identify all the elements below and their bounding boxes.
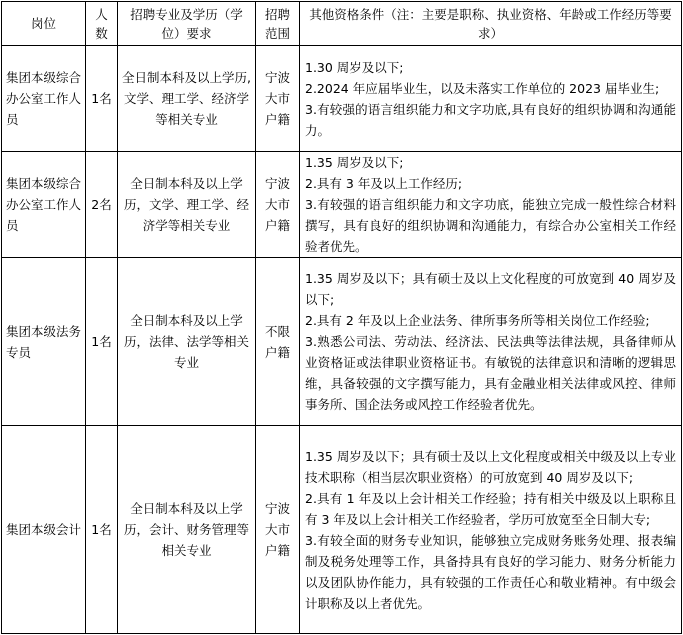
- major-cell: 全日制本科及以上学历，法律、法学等相关专业: [118, 258, 256, 426]
- scope-cell: 宁波大市户籍: [256, 426, 300, 634]
- requirement-line: 2.具有 2 年及以上企业法务、律所事务所等相关岗位工作经验;: [305, 313, 650, 328]
- requirement-line: 1.35 周岁及以下;: [305, 155, 404, 170]
- table-row: [2, 46, 682, 152]
- scope-cell: 宁波大市户籍: [256, 152, 300, 258]
- requirement-line: 3.熟悉公司法、劳动法、经济法、民法典等法律法规，具备律师从业资格证或法律职业资格证书。有敏锐的法律意识和清晰的逻辑思维，具备较强的文字撰写能力，具有金融业相关法律或风控、律师事务所、国企法务或风控工作经验者优先。: [305, 334, 676, 412]
- scope-cell: 宁波大市户籍: [256, 46, 300, 152]
- count-cell: 1名: [86, 426, 118, 634]
- position-cell: 集团本级会计: [2, 426, 86, 634]
- major-cell: 全日制本科及以上学历，会计、财务管理等相关专业: [118, 426, 256, 634]
- requirement-line: 3.有较全面的财务专业知识，能够独立完成财务账务处理、报表编制及税务处理等工作，具备持具有良好的学习能力、财务分析能力以及团队协作能力，具有较强的工作责任心和敬业精神。有中级会计职称及以上者优先。: [305, 532, 676, 611]
- requirements-cell: [300, 258, 682, 426]
- position-cell: 集团本级综合办公室工作人员: [2, 152, 86, 258]
- requirement-line: 3.有较强的语言组织能力和文字功底,具有良好的组织协调和沟通能力。: [305, 101, 676, 138]
- header-row: [2, 2, 682, 46]
- requirement-line: 1.35 周岁及以下；具有硕士及以上文化程度或相关中级及以上专业技术职称（相当层次职业资格）的可放宽到 40 周岁及以下;: [305, 448, 676, 485]
- requirement-line: 2.具有 1 年及以上会计相关工作经验；持有相关中级及以上职称且有 3 年及以上会计相关工作经验者，学历可放宽至全日制大专;: [305, 490, 676, 527]
- header-scope: 招聘范围: [256, 2, 300, 46]
- scope-cell: 不限户籍: [256, 258, 300, 426]
- count-cell: 2名: [86, 152, 118, 258]
- requirements-cell: [300, 46, 682, 152]
- requirements-cell: [300, 426, 682, 634]
- header-position: 岗位: [2, 2, 86, 46]
- table-row: [2, 152, 682, 258]
- major-cell: 全日制本科及以上学历,文学、理工学、经济学等相关专业: [118, 46, 256, 152]
- table-row: [2, 426, 682, 634]
- header-count: 人数: [86, 2, 118, 46]
- count-cell: 1名: [86, 258, 118, 426]
- table-row: [2, 258, 682, 426]
- requirement-line: 3.有较强的语言组织能力和文字功底，能独立完成一般性综合材料撰写，具有良好的组织协调和沟通能力，有综合办公室相关工作经验者优先。: [305, 197, 676, 254]
- requirement-line: 1.35 周岁及以下；具有硕士及以上文化程度的可放宽到 40 周岁及以下;: [305, 271, 676, 307]
- requirement-line: 1.30 周岁及以下;: [305, 59, 404, 75]
- position-cell: 集团本级法务专员: [2, 258, 86, 426]
- header-major: 招聘专业及学历（学位）要求: [118, 2, 256, 46]
- requirements-cell: [300, 152, 682, 258]
- header-requirements: 其他资格条件（注：主要是职称、执业资格、年龄或工作经历等要求）: [300, 2, 682, 46]
- recruitment-table: [1, 1, 682, 634]
- requirement-line: 2.具有 3 年及以上工作经历;: [305, 176, 463, 191]
- position-cell: 集团本级综合办公室工作人员: [2, 46, 86, 152]
- count-cell: 1名: [86, 46, 118, 152]
- requirement-line: 2.2024 年应届毕业生，以及未落实工作单位的 2023 届毕业生;: [305, 80, 660, 96]
- major-cell: 全日制本科及以上学历，文学、理工学、经济学等相关专业: [118, 152, 256, 258]
